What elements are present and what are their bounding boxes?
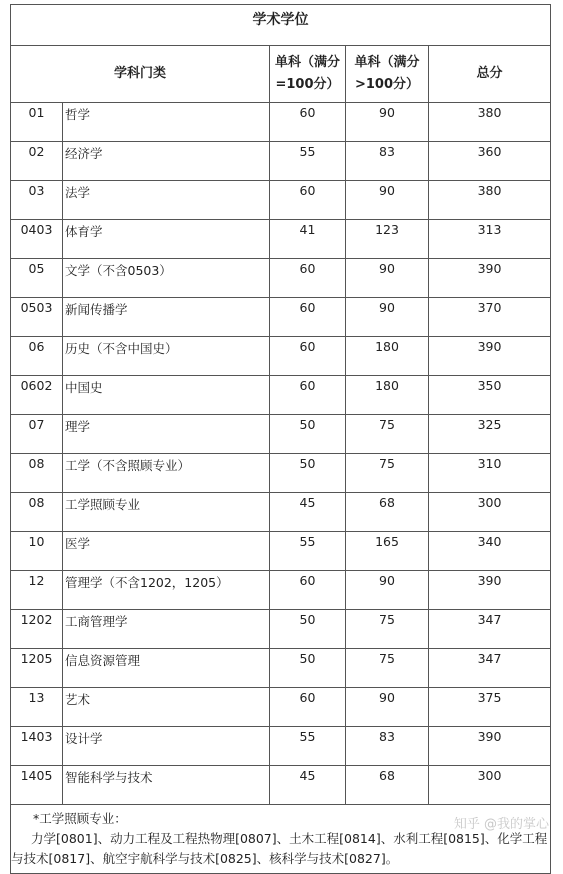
table-header-row [11, 46, 551, 103]
header-single-gt100-line1: 单科（满分 [354, 55, 420, 70]
subject-code-cell: 0403 [11, 220, 63, 259]
header-single-100 [270, 46, 346, 103]
subject-code-cell: 13 [11, 688, 63, 727]
note-title: *工学照顾专业： [33, 811, 127, 826]
subject-name-cell: 工商管理学 [63, 610, 270, 649]
subject-code-cell: 0602 [11, 376, 63, 415]
table-row [11, 493, 551, 532]
watermark-text: 知乎 @我的掌心 [453, 817, 549, 832]
subject-name-cell: 管理学（不含1202，1205） [63, 571, 270, 610]
subject-name-cell: 工学（不含照顾专业） [63, 454, 270, 493]
subject-code-cell: 1405 [11, 766, 63, 805]
single-100-cell: 41 [270, 220, 346, 259]
subject-code-cell: 02 [11, 142, 63, 181]
single-100-cell: 45 [270, 766, 346, 805]
total-score-cell: 380 [429, 181, 551, 220]
subject-name-cell: 信息资源管理 [63, 649, 270, 688]
single-gt100-cell: 123 [346, 220, 429, 259]
table-row [11, 454, 551, 493]
single-gt100-cell: 68 [346, 766, 429, 805]
table-row [11, 376, 551, 415]
total-score-cell: 390 [429, 337, 551, 376]
single-100-cell: 50 [270, 454, 346, 493]
table-row [11, 766, 551, 805]
table-row [11, 220, 551, 259]
header-single-gt100-line2: >100分） [354, 77, 420, 92]
table-row [11, 532, 551, 571]
total-score-cell: 390 [429, 259, 551, 298]
single-100-cell: 55 [270, 727, 346, 766]
total-score-cell: 380 [429, 103, 551, 142]
table-row [11, 688, 551, 727]
total-score-cell: 300 [429, 493, 551, 532]
table-row [11, 181, 551, 220]
total-score-cell: 390 [429, 571, 551, 610]
subject-name-cell: 工学照顾专业 [63, 493, 270, 532]
header-total: 总分 [429, 46, 551, 103]
single-gt100-cell: 68 [346, 493, 429, 532]
table-row [11, 142, 551, 181]
single-100-cell: 60 [270, 103, 346, 142]
total-score-cell: 375 [429, 688, 551, 727]
total-score-cell: 347 [429, 649, 551, 688]
single-gt100-cell: 180 [346, 337, 429, 376]
table-row [11, 259, 551, 298]
subject-code-cell: 1403 [11, 727, 63, 766]
score-table [10, 4, 551, 874]
subject-code-cell: 03 [11, 181, 63, 220]
subject-name-cell: 中国史 [63, 376, 270, 415]
table-row [11, 727, 551, 766]
subject-code-cell: 01 [11, 103, 63, 142]
zhihu-watermark [454, 813, 549, 832]
single-gt100-cell: 90 [346, 181, 429, 220]
subject-name-cell: 艺术 [63, 688, 270, 727]
table-title: 学术学位 [11, 5, 551, 46]
single-100-cell: 55 [270, 532, 346, 571]
total-score-cell: 300 [429, 766, 551, 805]
table-row [11, 571, 551, 610]
subject-code-cell: 08 [11, 493, 63, 532]
table-row [11, 103, 551, 142]
subject-name-cell: 文学（不含0503） [63, 259, 270, 298]
total-score-cell: 370 [429, 298, 551, 337]
single-100-cell: 60 [270, 376, 346, 415]
header-single-100-line1: 单科（满分 [274, 55, 340, 70]
total-score-cell: 360 [429, 142, 551, 181]
subject-name-cell: 智能科学与技术 [63, 766, 270, 805]
single-100-cell: 50 [270, 415, 346, 454]
single-gt100-cell: 75 [346, 454, 429, 493]
total-score-cell: 390 [429, 727, 551, 766]
subject-name-cell: 经济学 [63, 142, 270, 181]
total-score-cell: 313 [429, 220, 551, 259]
subject-code-cell: 0503 [11, 298, 63, 337]
note-body: 力学[0801]、动力工程及工程热物理[0807]、土木工程[0814]、水利工程[0815]、化学工程与技术[0817]、航空宇航科学与技术[0825]、核科学与技术[0827]。 [11, 831, 548, 866]
subject-name-cell: 哲学 [63, 103, 270, 142]
header-single-100-line2: =100分） [275, 77, 340, 92]
score-table-sheet [10, 4, 550, 874]
total-score-cell: 325 [429, 415, 551, 454]
single-gt100-cell: 180 [346, 376, 429, 415]
single-100-cell: 60 [270, 298, 346, 337]
subject-code-cell: 10 [11, 532, 63, 571]
single-gt100-cell: 90 [346, 571, 429, 610]
table-row [11, 337, 551, 376]
single-gt100-cell: 75 [346, 610, 429, 649]
table-title-row [11, 5, 551, 46]
subject-name-cell: 体育学 [63, 220, 270, 259]
single-100-cell: 55 [270, 142, 346, 181]
single-100-cell: 60 [270, 337, 346, 376]
subject-name-cell: 设计学 [63, 727, 270, 766]
total-score-cell: 350 [429, 376, 551, 415]
single-100-cell: 45 [270, 493, 346, 532]
header-category: 学科门类 [11, 46, 270, 103]
total-score-cell: 310 [429, 454, 551, 493]
single-gt100-cell: 90 [346, 688, 429, 727]
subject-code-cell: 06 [11, 337, 63, 376]
total-score-cell: 340 [429, 532, 551, 571]
subject-name-cell: 法学 [63, 181, 270, 220]
total-score-cell: 347 [429, 610, 551, 649]
subject-code-cell: 1205 [11, 649, 63, 688]
single-100-cell: 50 [270, 610, 346, 649]
subject-name-cell: 医学 [63, 532, 270, 571]
subject-code-cell: 12 [11, 571, 63, 610]
table-row [11, 415, 551, 454]
single-gt100-cell: 83 [346, 727, 429, 766]
single-100-cell: 60 [270, 571, 346, 610]
single-gt100-cell: 83 [346, 142, 429, 181]
single-gt100-cell: 90 [346, 103, 429, 142]
single-100-cell: 60 [270, 181, 346, 220]
table-row [11, 298, 551, 337]
subject-name-cell: 理学 [63, 415, 270, 454]
table-row [11, 649, 551, 688]
table-row [11, 610, 551, 649]
subject-code-cell: 08 [11, 454, 63, 493]
single-gt100-cell: 165 [346, 532, 429, 571]
single-gt100-cell: 75 [346, 415, 429, 454]
subject-code-cell: 07 [11, 415, 63, 454]
subject-code-cell: 05 [11, 259, 63, 298]
header-single-gt100 [346, 46, 429, 103]
subject-code-cell: 1202 [11, 610, 63, 649]
single-gt100-cell: 90 [346, 259, 429, 298]
single-gt100-cell: 75 [346, 649, 429, 688]
single-100-cell: 60 [270, 259, 346, 298]
subject-name-cell: 历史（不含中国史） [63, 337, 270, 376]
single-gt100-cell: 90 [346, 298, 429, 337]
single-100-cell: 50 [270, 649, 346, 688]
single-100-cell: 60 [270, 688, 346, 727]
subject-name-cell: 新闻传播学 [63, 298, 270, 337]
